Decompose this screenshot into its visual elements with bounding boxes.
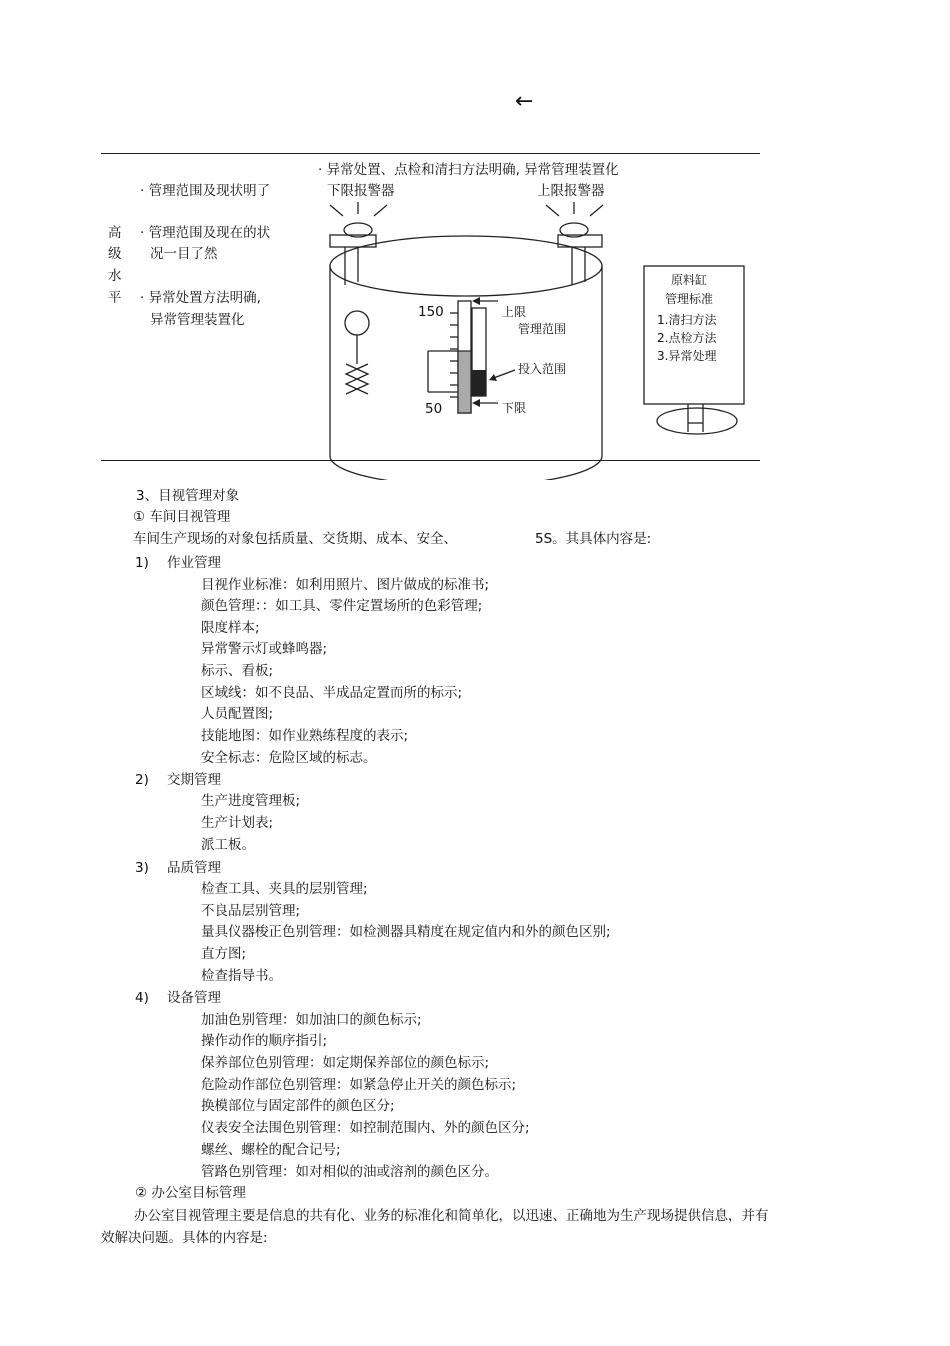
list-item: 区域线：如不良品、半成品定置而所的标示; (201, 685, 463, 701)
tank-bottom-rim (330, 456, 602, 480)
group-title: 设备管理 (167, 990, 221, 1006)
management-range-label: 管理范围 (518, 322, 567, 336)
top-note: · 异常处置、点检和清扫方法明确, 异常管理装置化 (318, 162, 619, 178)
list-item: 生产进度管理板; (201, 793, 301, 809)
list-item: 异常警示灯或蜂鸣器; (201, 641, 328, 657)
group-title: 交期管理 (167, 772, 221, 788)
list-item: 派工板。 (201, 837, 255, 853)
tank-top-rim (330, 236, 602, 296)
board-item: 1.清扫方法 (657, 313, 717, 327)
list-item: 操作动作的顺序指引; (201, 1033, 328, 1049)
list-item: 量具仪器梭正色别管理：如检测器具精度在规定值内和外的颜色区别; (201, 924, 611, 940)
arrowhead-upper (472, 297, 480, 305)
list-item: 限度样本; (201, 620, 260, 636)
lower-limit-label: 下限 (502, 401, 527, 415)
liquid-level-fill (458, 351, 471, 413)
bullet-note: 况一目了然 (150, 246, 218, 262)
upper-limit-label: 上限 (502, 305, 527, 319)
list-item: 螺丝、螺栓的配合记号; (201, 1142, 341, 1158)
group-title: 作业管理 (167, 555, 221, 571)
list-item: 检查工具、夹具的层别管理; (201, 881, 368, 897)
list-item: 管路色别管理：如对相似的油或溶剂的颜色区分。 (201, 1164, 498, 1180)
gauge-top-value: 150 (418, 304, 444, 320)
level-char: 平 (108, 290, 122, 306)
list-item: 直方图; (201, 946, 247, 962)
upper-alarm-label: 上限报警器 (537, 183, 605, 199)
board-item: 3.异常处理 (657, 349, 717, 363)
board-item: 2.点检方法 (657, 331, 717, 345)
level-char: 水 (108, 268, 122, 284)
bullet-note: · 管理范围及现在的状 (140, 225, 271, 241)
lower-alarm-label: 下限报警器 (327, 183, 395, 199)
intro-text-tail: 5S。其具体内容是: (535, 531, 652, 547)
board-stand-base (657, 408, 737, 434)
list-item: 颜色管理：：如工具、零件定置场所的色彩管理; (201, 598, 483, 614)
list-item: 保养部位色别管理：如定期保养部位的颜色标示; (201, 1055, 490, 1071)
group-number: 4) (135, 990, 149, 1006)
subsection-heading: ② 办公室目标管理 (135, 1185, 246, 1201)
list-item: 检查指导书。 (201, 968, 282, 984)
input-range-fill (472, 370, 486, 396)
group-number: 2) (135, 772, 149, 788)
intro-text: 车间生产现场的对象包括质量、交货期、成本、安全、 (133, 531, 457, 547)
group-title: 品质管理 (167, 860, 221, 876)
gauge-bottom-value: 50 (425, 401, 443, 417)
input-range-label: 投入范围 (518, 362, 567, 376)
left-note: · 管理范围及现状明了 (140, 183, 271, 199)
level-char: 级 (108, 246, 122, 262)
level-char: 高 (108, 225, 122, 241)
list-item: 生产计划表; (201, 815, 274, 831)
list-item: 仪表安全法围色别管理：如控制范围内、外的颜色区分; (201, 1120, 530, 1136)
list-item: 安全标志：危险区域的标志。 (201, 750, 377, 766)
group-number: 3) (135, 860, 149, 876)
list-item: 加油色别管理：如加油口的颜色标示; (201, 1012, 422, 1028)
bullet-note: · 异常处置方法明确, (140, 290, 261, 306)
board-title: 原料缸 (671, 273, 708, 287)
list-item: 目视作业标准：如利用照片、图片做成的标准书; (201, 577, 490, 593)
section-heading: 3、目视管理对象 (136, 488, 240, 504)
board-title: 管理标准 (665, 292, 714, 306)
group-number: 1) (135, 555, 149, 571)
list-item: 危险动作部位色别管理：如紧急停止开关的颜色标示; (201, 1077, 517, 1093)
list-item: 换模部位与固定部件的颜色区分; (201, 1098, 395, 1114)
list-item: 人员配置图; (201, 706, 274, 722)
office-paragraph: 办公室目视管理主要是信息的共有化、业务的标准化和简单化，以迅速、正确地为生产现场提供信息，并有效解决问题。具体的内容是: (101, 1208, 769, 1246)
arrowhead-lower (472, 399, 480, 407)
list-item: 技能地图：如作业熟练程度的表示; (201, 728, 409, 744)
bullet-note: 异常管理装置化 (150, 312, 245, 328)
list-item: 标示、看板; (201, 663, 274, 679)
list-item: 不良品层别管理; (201, 903, 301, 919)
float-valve-icon (345, 311, 369, 394)
subsection-heading: ① 车间目视管理 (133, 509, 231, 525)
arrow-icon: ← (515, 89, 534, 114)
